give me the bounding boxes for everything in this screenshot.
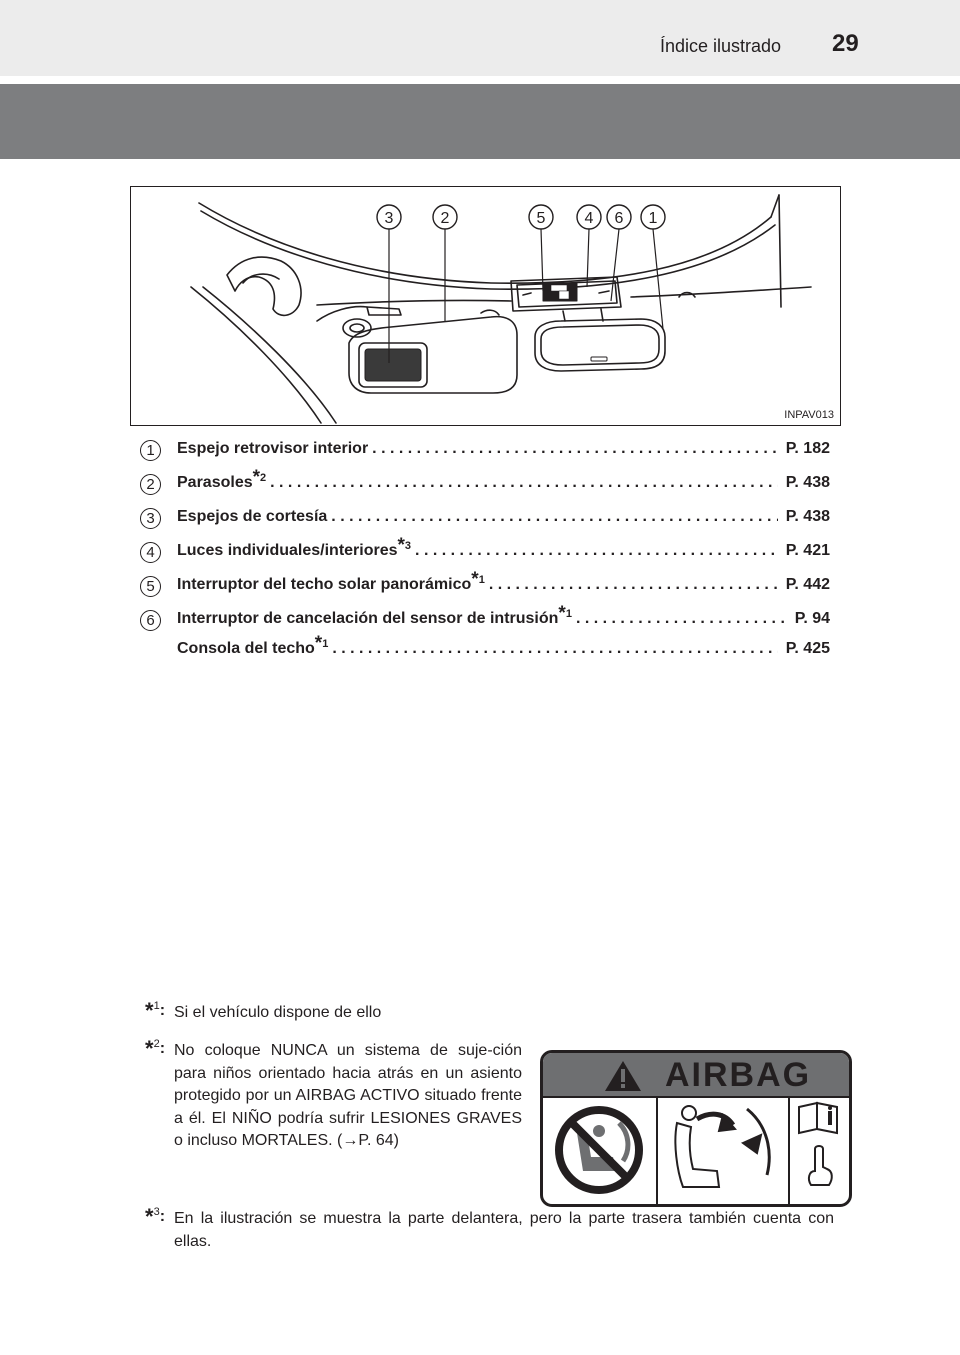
item-label-text: Interruptor del techo solar panorámico <box>177 576 472 593</box>
footnote-ref-number: 3 <box>404 540 412 552</box>
footnote-ref: *1 <box>314 633 329 654</box>
leader-dots <box>489 576 778 594</box>
page-reference[interactable]: P. 438 <box>785 508 830 525</box>
footnote-ref: *2 <box>252 467 267 488</box>
footnote-mark: *$^2$: <box>145 1036 166 1061</box>
page-reference[interactable]: P. 182 <box>785 440 830 457</box>
index-entry[interactable] <box>177 508 830 526</box>
item-label-text: Espejo retrovisor interior <box>177 440 369 457</box>
read-manual-icon <box>799 1103 837 1185</box>
header-gray-band <box>0 84 960 159</box>
footnote-ref-number: 1 <box>565 608 572 620</box>
item-label <box>177 633 329 658</box>
footnote-mark: *$^1$: <box>145 998 166 1023</box>
index-entry[interactable] <box>177 535 830 560</box>
index-item <box>140 434 830 468</box>
callout-label: 6 <box>614 210 624 227</box>
index-entry[interactable] <box>177 440 830 458</box>
footnote-text: En la ilustración se muestra la parte delantera, pero la parte trasera también cuenta con ellas. <box>174 1210 834 1250</box>
page-reference[interactable]: P. 438 <box>785 474 830 491</box>
item-number-badge: 4 <box>140 542 161 563</box>
section-title: Índice ilustrado <box>660 36 782 56</box>
item-label <box>177 467 267 492</box>
item-number-badge: 2 <box>140 474 161 495</box>
figure-code: INPAV013 <box>784 409 834 421</box>
item-label <box>177 508 327 526</box>
item-number-badge: 1 <box>140 440 161 461</box>
item-label-text: Consola del techo <box>177 640 315 657</box>
ceiling-drawing <box>131 187 842 427</box>
item-label-text: Parasoles <box>177 474 253 491</box>
callout-label: 2 <box>440 210 450 227</box>
item-label <box>177 603 572 628</box>
index-item <box>140 604 830 634</box>
index-item <box>140 570 830 604</box>
callout-label: 4 <box>584 210 594 227</box>
index-list <box>140 434 830 664</box>
item-number-badge: 6 <box>140 610 161 631</box>
footnote-mark: *$^3$: <box>145 1204 166 1229</box>
item-label-text: Espejos de cortesía <box>177 508 328 525</box>
page-number: 29 <box>832 30 859 57</box>
leader-dots <box>576 610 787 628</box>
index-entry[interactable] <box>177 633 830 658</box>
item-label-text: Interruptor de cancelación del sensor de intrusión <box>177 610 559 627</box>
index-entry[interactable] <box>177 569 830 594</box>
page-reference[interactable]: P. 425 <box>785 640 830 657</box>
leader-dots <box>270 474 778 492</box>
leader-dots <box>332 640 777 658</box>
footnote-text: Si el vehículo dispone de ello <box>174 1004 382 1021</box>
footnote-ref: *1 <box>558 603 572 624</box>
item-number-badge: 3 <box>140 508 161 529</box>
airbag-title: AIRBAG <box>665 1056 812 1094</box>
callout-label: 3 <box>384 210 394 227</box>
leader-dots <box>372 440 778 458</box>
callout-label: 1 <box>648 210 658 227</box>
index-item <box>140 468 830 502</box>
item-label <box>177 440 368 458</box>
page-reference[interactable]: P. 94 <box>794 610 830 627</box>
page-reference[interactable]: P. 442 <box>785 576 830 593</box>
footnote-mark-number: 2 <box>153 1038 160 1050</box>
seat-airbag-icon <box>675 1106 769 1187</box>
no-child-seat-icon <box>559 1110 639 1190</box>
footnote-ref: *3 <box>397 535 412 556</box>
item-number-badge: 5 <box>140 576 161 597</box>
footnote-text: No coloque NUNCA un sistema de suje-ción para niños orientado hacia atrás en un asiento protegido por un AIRBAG ACTIVO situado frente a él. El NIÑO podría sufrir LESIONES GRAVES o incluso MORTALES. (→P. 64) <box>174 1042 522 1149</box>
index-item <box>140 536 830 570</box>
index-entry[interactable] <box>177 603 830 628</box>
leader-dots <box>331 508 778 526</box>
airbag-warning-label <box>540 1050 852 1207</box>
item-label-text: Luces individuales/interiores <box>177 542 398 559</box>
footnote-ref-number: 2 <box>260 472 267 484</box>
footnote-ref-number: 1 <box>322 638 329 650</box>
footnote-ref: *1 <box>471 569 485 590</box>
interior-ceiling-illustration <box>130 186 841 426</box>
leader-dots <box>415 542 778 560</box>
index-item <box>140 502 830 536</box>
footnote-mark-number: 3 <box>153 1206 160 1218</box>
footnote <box>145 1000 705 1026</box>
footnote-mark-number: 1 <box>153 1000 160 1012</box>
callout-label: 5 <box>536 210 546 227</box>
header-top-bar <box>0 0 960 76</box>
index-entry[interactable] <box>177 467 830 492</box>
footnote-ref-number: 1 <box>478 574 485 586</box>
item-label <box>177 569 485 594</box>
page-reference[interactable]: P. 421 <box>785 542 830 559</box>
item-label <box>177 535 412 560</box>
index-item <box>140 634 830 664</box>
warning-triangle-icon <box>605 1061 641 1091</box>
